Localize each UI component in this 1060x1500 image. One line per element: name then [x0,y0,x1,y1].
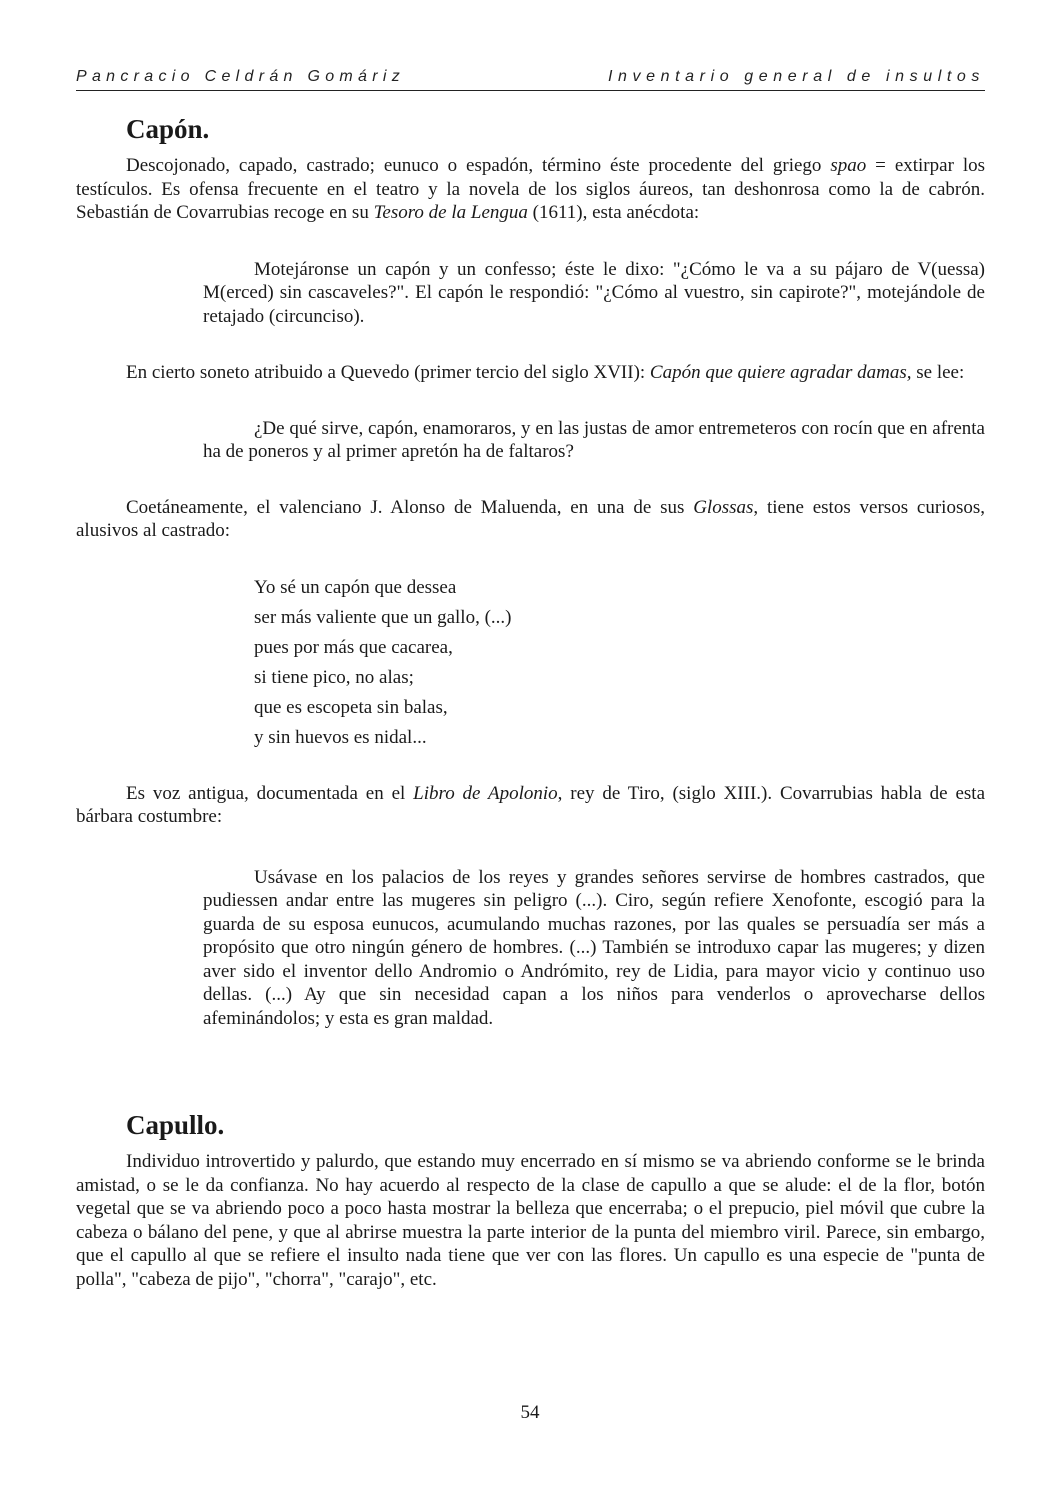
header-book-title: Inventario general de insultos [607,68,985,85]
entry-title: Capón. [126,114,210,144]
verse-line: si tiene pico, no alas; [254,666,414,688]
entry-capon [76,112,985,1030]
paragraph: Descojonado, capado, castrado; eunuco o espadón, término éste procedente del griego spao = extirpar los testículos. Es ofensa frecuente en el teatro y la novela de los siglos áureos, tan deshonrosa como la de cabrón. Sebastián de Covarrubias recoge en su Tesoro de la Lengua (1611), esta anécdota: [76,155,985,223]
verse-line: que es escopeta sin balas, [254,696,448,718]
running-header [76,66,985,91]
verse-line: y sin huevos es nidal... [254,726,427,748]
paragraph: En cierto soneto atribuido a Quevedo (primer tercio del siglo XVII): Capón que quiere agradar damas, se lee: [126,362,965,383]
entry-capullo [76,1108,985,1291]
block-quote: Motejáronse un capón y un confesso; éste le dixo: "¿Cómo le va a su pájaro de V(uessa) M(erced) sin cascaveles?". El capón le respondió: "¿Cómo al vuestro, sin capirote?", motejándole de retajado (circunciso). [203,258,985,327]
page-number: 54 [520,1402,540,1423]
verse-line: ser más valiente que un gallo, (...) [254,606,512,628]
paragraph: Individuo introvertido y palurdo, que estando muy encerrado en sí mismo se va abriendo conforme se le brinda amistad, o se le da confianza. No hay acuerdo al respecto de la clase de capullo a que se alude: el de la flor, botón vegetal que se va abriendo poco a poco hasta mostrar la belleza que encerraba; o el prepucio, piel móvil que cubre la cabeza o bálano del pene, y que al abrirse muestra la parte interior de la punta del miembro viril. Parece, sin embargo, que el capullo al que se refiere el insulto nada tiene que ver con las flores. Un capullo es una especie de "punta de polla", "cabeza de pijo", "chorra", "carajo", etc. [76,1151,985,1290]
header-author: Pancracio Celdrán Gomáriz [76,68,406,85]
page-content [76,112,985,1291]
paragraph: Es voz antigua, documentada en el Libro de Apolonio, rey de Tiro, (siglo XIII.). Covarrubias habla de esta bárbara costumbre: [76,782,986,827]
paragraph: Coetáneamente, el valenciano J. Alonso de Maluenda, en una de sus Glossas, tiene estos versos curiosos, alusivos al castrado: [76,496,985,541]
verse-line: Yo sé un capón que dessea [254,576,457,598]
verse-block [254,573,985,753]
verse-line: pues por más que cacarea, [254,636,453,658]
block-quote: Usávase en los palacios de los reyes y grandes señores servirse de hombres castrados, que pudiessen andar entre las mugeres sin peligro (...). Ciro, según refiere Xenofonte, escogió para la guarda de su esposa eunucos, acumulando muchas razones, por las quales se persuadía ser más a propósito que otro ningún género de hombres. (...) También se introduxo capar las mugeres; y dizen aver sido el inventor dello Andromio o Andrómito, rey de Lidia, para mayor vicio y continuo uso dellas. (...) Ay que sin necesidad capan a los niños para venderlos o aprovecharse dellos afeminándolos; y esta es gran maldad. [203,866,985,1029]
entry-title: Capullo. [126,1110,225,1140]
block-quote: ¿De qué sirve, capón, enamoraros, y en las justas de amor entremeteros con rocín que en afrenta ha de poneros y al primer apretón ha de faltaros? [203,417,985,462]
